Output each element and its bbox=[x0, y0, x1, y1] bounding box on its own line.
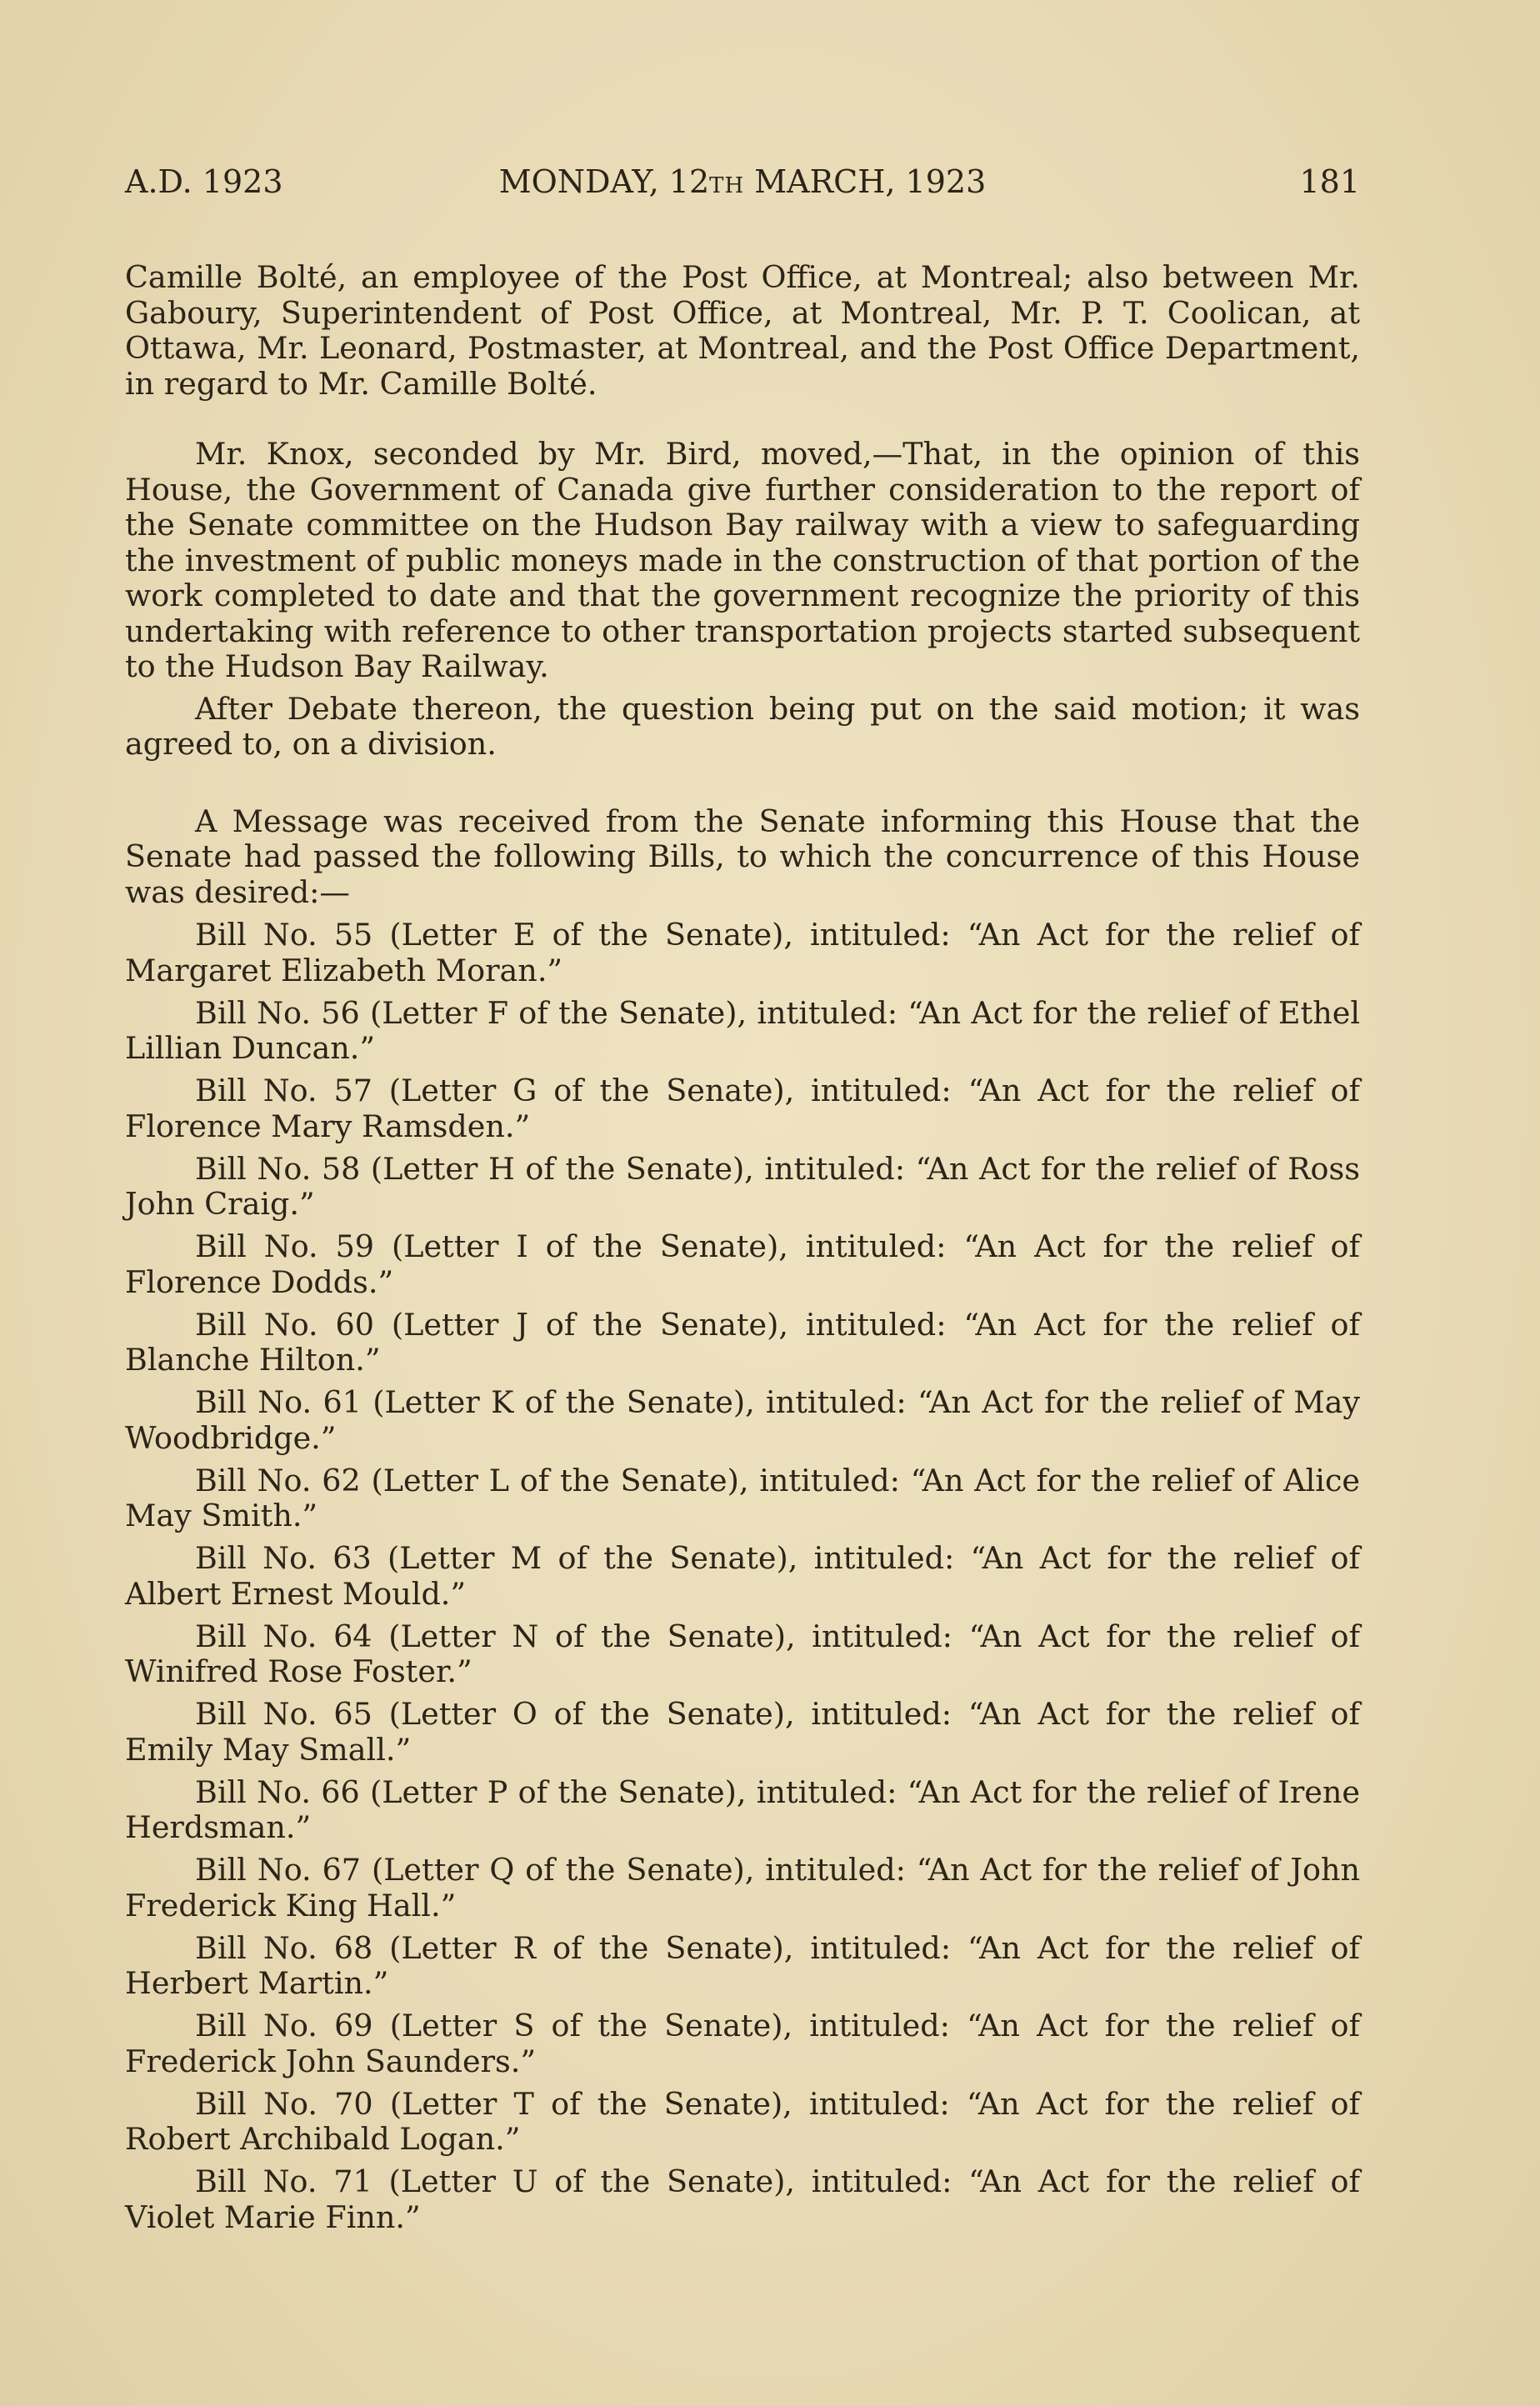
debate-paragraph: After Debate thereon, the question being put on the said motion; it was agreed to, on a division. bbox=[125, 690, 1360, 762]
bill-item: Bill No. 69 (Letter S of the Senate), intituled: “An Act for the relief of Frederick John Saunders.” bbox=[125, 2008, 1360, 2079]
bill-list bbox=[125, 918, 1360, 2235]
bill-item: Bill No. 70 (Letter T of the Senate), intituled: “An Act for the relief of Robert Archibald Logan.” bbox=[125, 2085, 1360, 2157]
bill-item: Bill No. 68 (Letter R of the Senate), intituled: “An Act for the relief of Herbert Martin.” bbox=[125, 1929, 1360, 2001]
header-date-ordinal: TH bbox=[709, 173, 745, 198]
senate-message-paragraph: A Message was received from the Senate informing this House that the Senate had passed the following Bills, to which the concurrence of this House was desired:— bbox=[125, 803, 1360, 910]
motion-paragraph: Mr. Knox, seconded by Mr. Bird, moved,—That, in the opinion of this House, the Government of Canada give further consideration to the report of the Senate committee on the Hudson Bay railway with a view to safeguarding the investment of public moneys made in the construction of that portion of the work completed to date and that the government recognize the priority of this undertaking with reference to other transportation projects started subsequent to the Hudson Bay Railway. bbox=[125, 436, 1360, 684]
bill-item: Bill No. 61 (Letter K of the Senate), intituled: “An Act for the relief of May Woodbridge.” bbox=[125, 1384, 1360, 1456]
continued-paragraph: Camille Bolté, an employee of the Post Office, at Montreal; also between Mr. Gaboury, Superintendent of Post Office, at Montreal, Mr. P. T. Coolican, at Ottawa, Mr. Leonard, Postmaster, at Montreal, and the Post Office Department, in regard to Mr. Camille Bolté. bbox=[125, 259, 1360, 402]
header-year: A.D. 1923 bbox=[125, 163, 283, 200]
bill-item: Bill No. 65 (Letter O of the Senate), intituled: “An Act for the relief of Emily May Small.” bbox=[125, 1696, 1360, 1768]
header-date-prefix: MONDAY, 12 bbox=[498, 163, 710, 200]
bill-item: Bill No. 55 (Letter E of the Senate), intituled: “An Act for the relief of Margaret Elizabeth Moran.” bbox=[125, 917, 1360, 988]
bill-item: Bill No. 64 (Letter N of the Senate), intituled: “An Act for the relief of Winifred Rose Foster.” bbox=[125, 1618, 1360, 1689]
page-header bbox=[125, 163, 1360, 213]
header-date-suffix: MARCH, 1923 bbox=[744, 163, 987, 200]
bill-item: Bill No. 71 (Letter U of the Senate), intituled: “An Act for the relief of Violet Marie Finn.” bbox=[125, 2163, 1360, 2235]
header-date bbox=[499, 163, 987, 200]
page-number: 181 bbox=[1299, 163, 1360, 200]
bill-item: Bill No. 58 (Letter H of the Senate), intituled: “An Act for the relief of Ross John Craig.” bbox=[125, 1150, 1360, 1222]
bill-item: Bill No. 60 (Letter J of the Senate), intituled: “An Act for the relief of Blanche Hilton.” bbox=[125, 1306, 1360, 1378]
page-body bbox=[125, 260, 1360, 2235]
bill-item: Bill No. 62 (Letter L of the Senate), intituled: “An Act for the relief of Alice May Smith.” bbox=[125, 1462, 1360, 1533]
bill-item: Bill No. 59 (Letter I of the Senate), intituled: “An Act for the relief of Florence Dodds.” bbox=[125, 1228, 1360, 1300]
bill-item: Bill No. 57 (Letter G of the Senate), intituled: “An Act for the relief of Florence Mary Ramsden.” bbox=[125, 1073, 1360, 1144]
bill-item: Bill No. 63 (Letter M of the Senate), intituled: “An Act for the relief of Albert Ernest Mould.” bbox=[125, 1540, 1360, 1612]
bill-item: Bill No. 56 (Letter F of the Senate), intituled: “An Act for the relief of Ethel Lillian Duncan.” bbox=[125, 994, 1360, 1066]
bill-item: Bill No. 67 (Letter Q of the Senate), intituled: “An Act for the relief of John Frederick King Hall.” bbox=[125, 1852, 1360, 1923]
bill-item: Bill No. 66 (Letter P of the Senate), intituled: “An Act for the relief of Irene Herdsman.” bbox=[125, 1773, 1360, 1845]
